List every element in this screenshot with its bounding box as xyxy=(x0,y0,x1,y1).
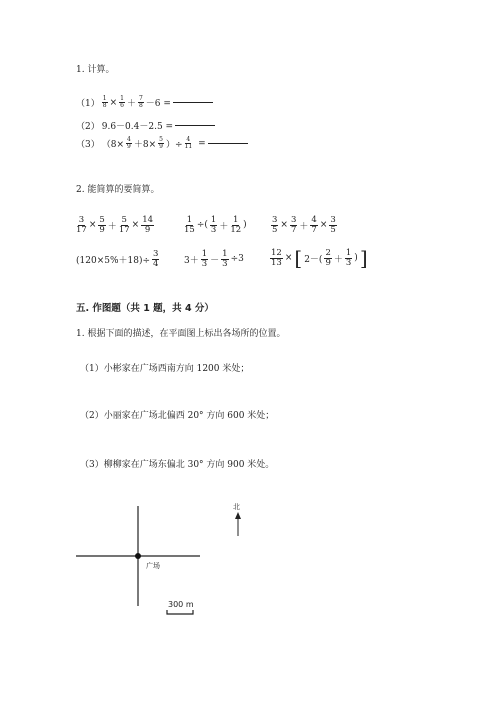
q1-item-2: （2） 9.6－0.4－2.5 = xyxy=(76,119,215,132)
q2-expr-6: $\frac{12}{13}$ × [ 2－( $\frac{2}{9}$ ＋ $\frac{1}{3}$ ) ] xyxy=(271,246,368,270)
scale-label: 300 m xyxy=(168,600,194,609)
plaza-label: 广场 xyxy=(146,562,160,570)
q2-title: 2. 能简算的要简算。 xyxy=(76,185,160,195)
q2-expr-5: 3＋ $\frac{1}{3}$ － $\frac{1}{3}$ ÷3 xyxy=(184,249,244,269)
section-heading: 五. 作图题（共 1 题，共 4 分） xyxy=(76,303,214,314)
q2-expr-4: (120×5%＋18)÷ $\frac{3}{4}$ xyxy=(76,249,159,269)
q1-title: 1. 计算。 xyxy=(76,65,115,75)
q2-expr-1: $\frac{3}{17}$ × $\frac{5}{9}$ ＋ $\frac{5}{17}$ × $\frac{14}{9}$ xyxy=(76,215,154,235)
map-item-2: （2）小丽家在广场北偏西 20° 方向 600 米处； xyxy=(80,411,275,421)
north-label: 北 xyxy=(233,503,240,511)
section-question: 1. 根据下面的描述，在平面图上标出各场所的位置。 xyxy=(76,329,286,339)
q2-expr-3: $\frac{3}{5}$ × $\frac{3}{7}$ ＋ $\frac{4}{7}$ × $\frac{3}{5}$ xyxy=(272,215,336,235)
plaza-point xyxy=(135,553,141,559)
map-item-1: （1）小彬家在广场西南方向 1200 米处； xyxy=(80,364,250,374)
q1-item-3: （3） （8× $\frac{4}{9}$ ＋8× $\frac{5}{9}$ ）÷ $\frac{4}{11}$ = xyxy=(76,137,248,150)
north-arrow-head xyxy=(235,512,241,519)
q2-expr-2: $\frac{1}{15}$ ÷( $\frac{1}{3}$ ＋ $\frac{1}{12}$ ) xyxy=(184,215,247,235)
scale-bar xyxy=(167,610,193,614)
q1-item-1: （1） $\frac{1}{8}$ × $\frac{1}{6}$ ＋ $\frac{7}{8}$ －6 = xyxy=(76,96,213,109)
map-item-3: （3）柳柳家在广场东偏北 30° 方向 900 米处。 xyxy=(80,460,275,470)
